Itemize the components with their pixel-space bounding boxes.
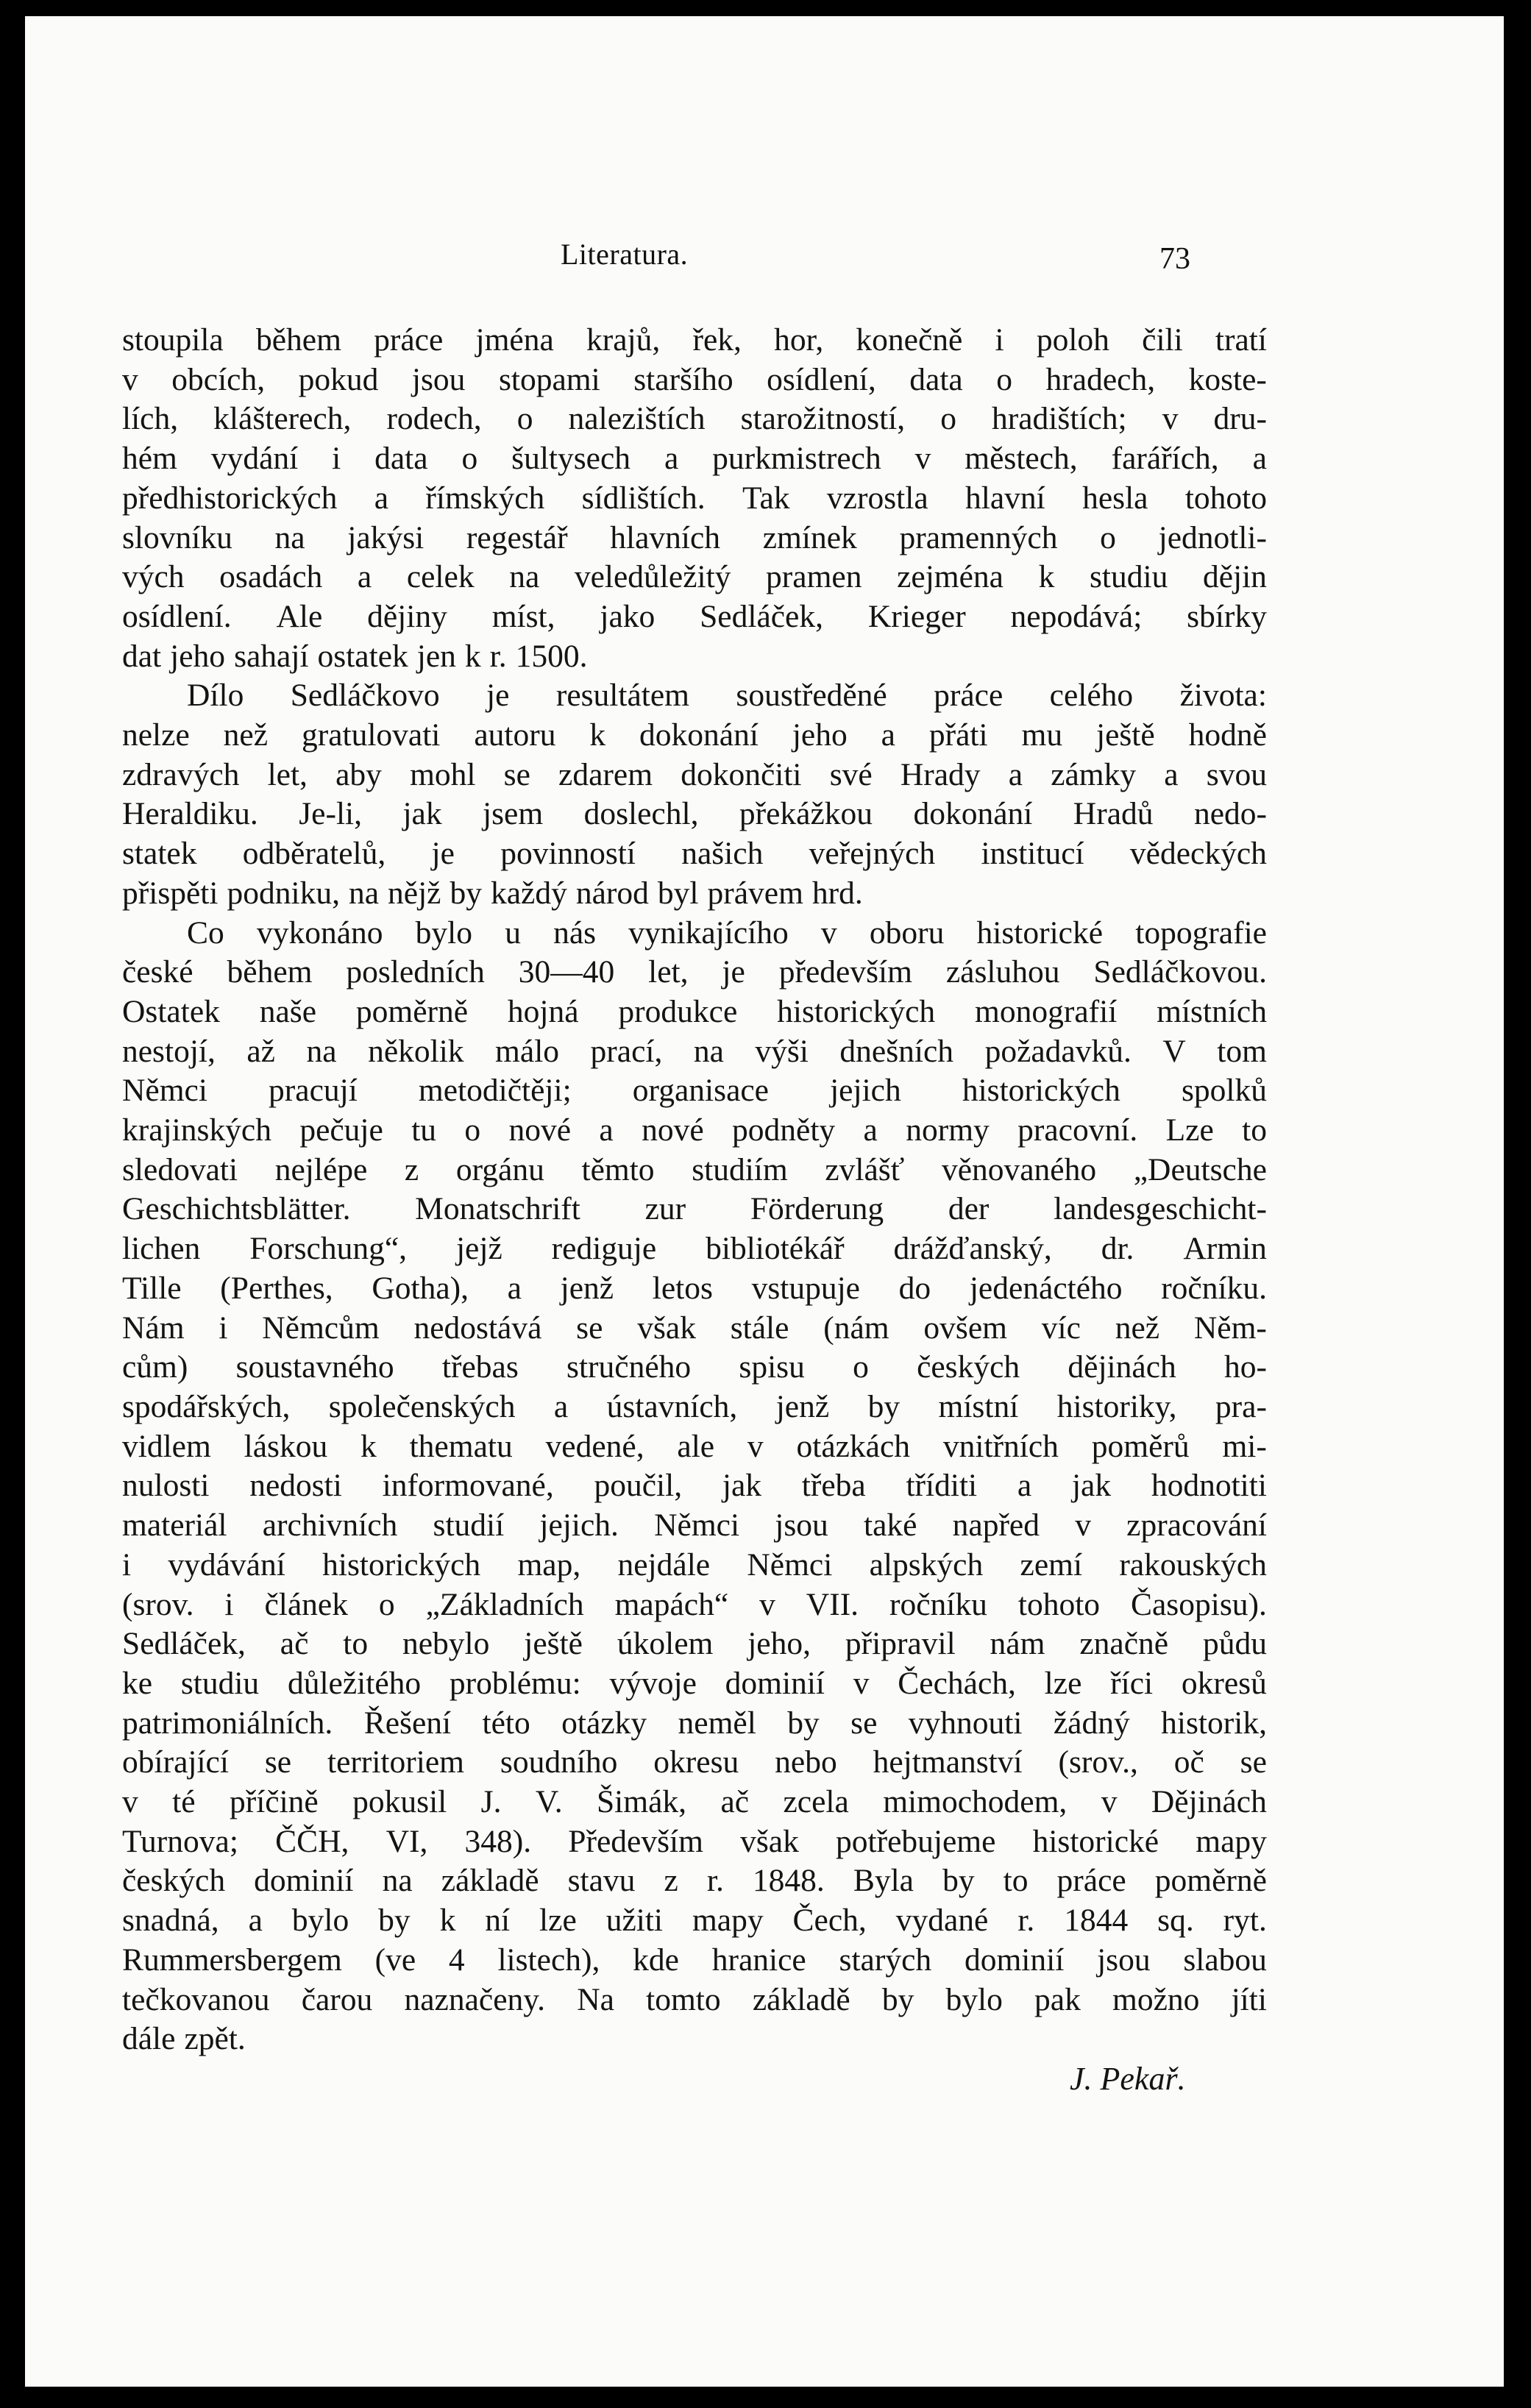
text-line: osídlení. Ale dějiny míst, jako Sedláček, Krieger nepodává; sbírky [122,598,1267,634]
text-line: materiál archivních studií jejich. Němci jsou také napřed v zpracování [122,1507,1267,1544]
text-line: českých dominií na základě stavu z r. 1848. Byla by to práce poměrně [122,1863,1267,1899]
text-line: nelze než gratulovati autoru k dokonání jeho a přáti mu ještě hodně [122,717,1267,753]
text-line: tečkovanou čarou naznačeny. Na tomto základě by bylo pak možno jíti [122,1981,1267,2017]
text-line: statek odběratelů, je povinností našich veřejných institucí vědeckých [122,836,1267,872]
text-line: nestojí, až na několik málo prací, na výši dnešních požadavků. V tom [122,1033,1267,1069]
page-header [25,237,1504,281]
text-line: (srov. i článek o „Základních mapách“ v VII. ročníku tohoto Časopisu). [122,1586,1267,1622]
text-line: přispěti podniku, na nějž by každý národ byl právem hrd. [122,875,863,911]
author-signature: J. Pekař. [1070,2061,1186,2097]
text-line: české během posledních 30—40 let, je především zásluhou Sedláčkovou. [122,954,1267,990]
text-line: cům) soustavného třebas stručného spisu o českých dějinách ho- [122,1349,1267,1385]
document-page [25,16,1504,2387]
text-line: dále zpět. [122,2021,246,2057]
text-line: nulosti nedosti informované, poučil, jak třeba tříditi a jak hodnotiti [122,1468,1267,1504]
text-line: sledovati nejlépe z orgánu těmto studiím zvlášť věnovaného „Deutsche [122,1151,1267,1187]
text-line: Ostatek naše poměrně hojná produkce historických monografií místních [122,993,1267,1029]
body-text [122,321,1267,2059]
text-line: předhistorických a římských sídlištích. Tak vzrostla hlavní hesla tohoto [122,480,1267,516]
text-line: lichen Forschung“, jejž rediguje bibliotékář drážďanský, dr. Armin [122,1231,1267,1267]
text-line: patrimoniálních. Řešení této otázky neměl by se vyhnouti žádný historik, [122,1705,1267,1741]
text-line: ke studiu důležitého problému: vývoje dominií v Čechách, lze říci okresů [122,1665,1267,1701]
text-line: vých osadách a celek na veledůležitý pramen zejména k studiu dějin [122,559,1267,595]
text-line: Němci pracují metodičtěji; organisace jejich historických spolků [122,1073,1267,1109]
text-line: spodářských, společenských a ústavních, jenž by místní historiky, pra- [122,1388,1267,1424]
text-line: lích, klášterech, rodech, o nalezištích starožitností, o hradištích; v dru- [122,401,1267,437]
text-line: Sedláček, ač to nebylo ještě úkolem jeho, připravil nám značně půdu [122,1626,1267,1662]
text-line: vidlem láskou k thematu vedené, ale v otázkách vnitřních poměrů mi- [122,1428,1267,1464]
text-line: Turnova; ČČH, VI, 348). Především však potřebujeme historické mapy [122,1823,1267,1859]
text-line: Nám i Němcům nedostává se však stále (nám ovšem víc než Něm- [122,1310,1267,1346]
text-line: hém vydání i data o šultysech a purkmistrech v městech, farářích, a [122,441,1267,477]
text-line: Geschichtsblätter. Monatschrift zur Förderung der landesgeschicht- [122,1191,1267,1227]
text-line: Dílo Sedláčkovo je resultátem soustředěné práce celého života: [187,678,1267,714]
text-line: dat jeho sahají ostatek jen k r. 1500. [122,638,588,674]
text-line: snadná, a bylo by k ní lze užiti mapy Čech, vydané r. 1844 sq. ryt. [122,1903,1267,1939]
text-line: krajinských pečuje tu o nové a nové podněty a normy pracovní. Lze to [122,1112,1267,1148]
text-line: Co vykonáno bylo u nás vynikajícího v oboru historické topografie [187,914,1267,951]
text-line: i vydávání historických map, nejdále Němci alpských zemí rakouských [122,1546,1267,1583]
text-line: zdravých let, aby mohl se zdarem dokončiti své Hrady a zámky a svou [122,756,1267,792]
text-line: Tille (Perthes, Gotha), a jenž letos vstupuje do jedenáctého ročníku. [122,1270,1267,1306]
text-line: v té příčině pokusil J. V. Šimák, ač zcela mimochodem, v Dějinách [122,1784,1267,1820]
text-line: Rummersbergem (ve 4 listech), kde hranice starých dominií jsou slabou [122,1942,1267,1978]
text-line: slovníku na jakýsi regestář hlavních zmínek pramenných o jednotli- [122,519,1267,555]
text-line: obírající se territoriem soudního okresu nebo hejtmanství (srov., oč se [122,1744,1267,1780]
text-line: v obcích, pokud jsou stopami staršího osídlení, data o hradech, koste- [122,361,1267,397]
running-head: Literatura. [561,238,689,271]
page-number: 73 [1159,242,1190,276]
text-line: stoupila během práce jména krajů, řek, hor, konečně i poloh čili tratí [122,322,1267,358]
text-line: Heraldiku. Je-li, jak jsem doslechl, překážkou dokonání Hradů nedo- [122,796,1267,832]
